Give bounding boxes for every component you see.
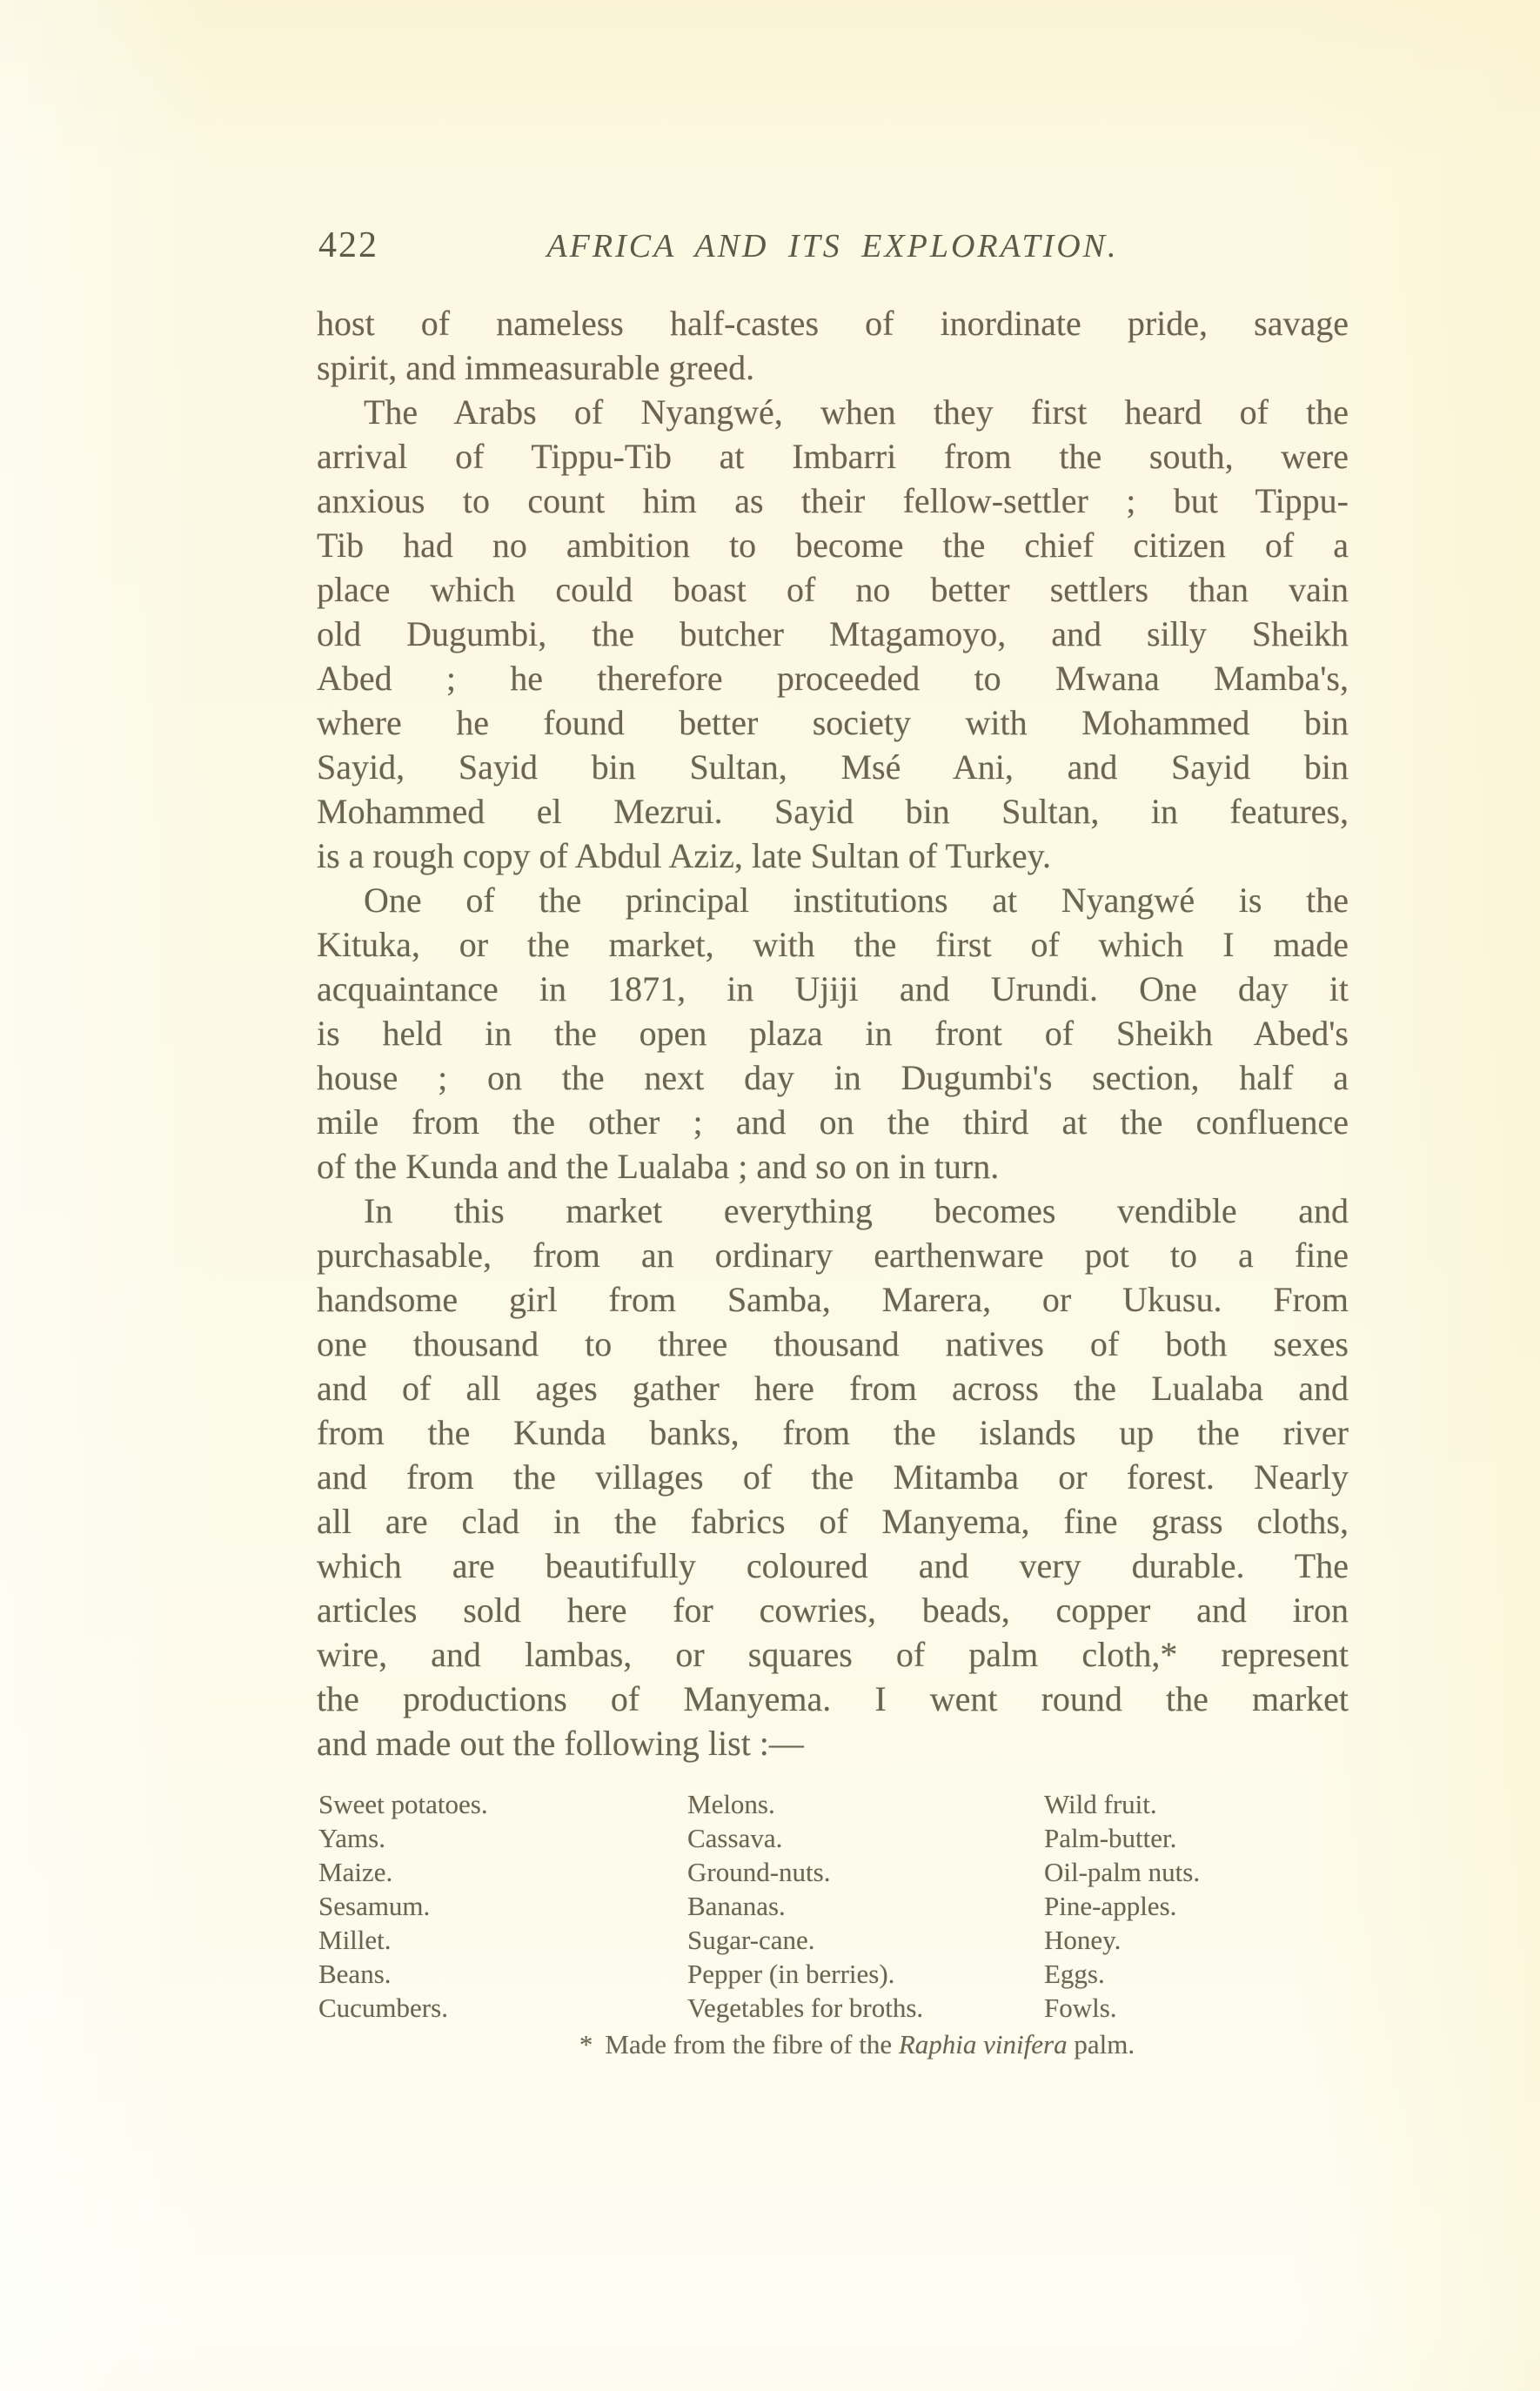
text-line: is a rough copy of Abdul Aziz, late Sultan of Turkey.	[317, 836, 1051, 875]
market-list-item: Vegetables for broths.	[687, 1992, 924, 2023]
market-list-item: Eggs.	[1044, 1959, 1105, 1989]
text-line: and made out the following list :—	[317, 1724, 804, 1763]
text-line: Abed ; he therefore proceeded to Mwana Mamba's,	[317, 659, 1349, 698]
text-line: of the Kunda and the Lualaba ; and so on in turn.	[317, 1147, 1000, 1186]
text-line: mile from the other ; and on the third at the confluence	[317, 1102, 1349, 1142]
page-number: 422	[318, 225, 378, 265]
text-line: and from the villages of the Mitamba or forest. Nearly	[317, 1457, 1349, 1497]
page-header	[317, 224, 1349, 270]
market-list-column	[1044, 1787, 1350, 2025]
footnote-marker: *	[579, 2029, 593, 2059]
market-list-item: Honey.	[1044, 1925, 1122, 1955]
market-list-item: Pine-apples.	[1044, 1891, 1177, 1921]
text-line: In this market everything becomes vendible and	[364, 1191, 1349, 1230]
market-list-item: Cucumbers.	[318, 1992, 448, 2023]
text-line: The Arabs of Nyangwé, when they first heard of the	[364, 392, 1349, 432]
text-line: from the Kunda banks, from the islands up the river	[317, 1413, 1349, 1452]
text-line: anxious to count him as their fellow-settler ; but Tippu-	[317, 481, 1349, 520]
text-line: all are clad in the fabrics of Manyema, fine grass cloths,	[317, 1502, 1349, 1541]
text-line: Mohammed el Mezrui. Sayid bin Sultan, in features,	[317, 792, 1349, 831]
body-text	[317, 301, 1349, 1765]
text-line: acquaintance in 1871, in Ujiji and Urundi. One day it	[317, 969, 1349, 1008]
text-line: Tib had no ambition to become the chief citizen of a	[317, 526, 1349, 565]
running-title: AFRICA AND ITS EXPLORATION.	[546, 228, 1119, 265]
market-list-item: Sugar-cane.	[687, 1925, 815, 1955]
text-line: handsome girl from Samba, Marera, or Ukusu. From	[317, 1280, 1349, 1319]
text-line: place which could boast of no better settlers than vain	[317, 570, 1349, 609]
text-line: house ; on the next day in Dugumbi's section, half a	[317, 1058, 1349, 1097]
market-list-item: Maize.	[318, 1857, 393, 1887]
text-line: Kituka, or the market, with the first of which I made	[317, 925, 1349, 964]
market-list-column	[318, 1787, 687, 2025]
footnote-text-after: palm.	[1067, 2029, 1135, 2059]
text-line: which are beautifully coloured and very durable. The	[317, 1546, 1349, 1585]
text-line: arrival of Tippu-Tib at Imbarri from the south, were	[317, 437, 1349, 476]
text-line: and of all ages gather here from across the Lualaba and	[317, 1369, 1349, 1408]
market-list-item: Beans.	[318, 1959, 392, 1989]
text-line: spirit, and immeasurable greed.	[317, 348, 755, 387]
text-line: the productions of Manyema. I went round the market	[317, 1679, 1349, 1718]
market-list-item: Millet.	[318, 1925, 392, 1955]
market-list-item: Palm-butter.	[1044, 1823, 1177, 1853]
text-line: where he found better society with Mohammed bin	[317, 703, 1349, 742]
text-line: wire, and lambas, or squares of palm cloth,* represent	[317, 1635, 1349, 1674]
market-list-item: Pepper (in berries).	[687, 1959, 895, 1989]
market-list-item: Bananas.	[687, 1891, 786, 1921]
text-line: One of the principal institutions at Nyangwé is the	[364, 881, 1349, 920]
text-line: articles sold here for cowries, beads, copper and iron	[317, 1591, 1349, 1630]
market-list-item: Oil-palm nuts.	[1044, 1857, 1201, 1887]
market-list-item: Wild fruit.	[1044, 1789, 1157, 1819]
market-list-item: Ground-nuts.	[687, 1857, 831, 1887]
market-list-item: Sesamum.	[318, 1891, 431, 1921]
text-line: is held in the open plaza in front of Sheikh Abed's	[317, 1014, 1349, 1053]
market-list-column	[687, 1787, 1044, 2025]
text-line: purchasable, from an ordinary earthenware pot to a fine	[317, 1236, 1349, 1275]
text-line: old Dugumbi, the butcher Mtagamoyo, and silly Sheikh	[317, 614, 1349, 653]
market-list-item: Sweet potatoes.	[318, 1789, 488, 1819]
market-list-item: Fowls.	[1044, 1992, 1117, 2023]
footnote-species-name: Raphia vinifera	[898, 2029, 1068, 2059]
market-list-item: Melons.	[687, 1789, 775, 1819]
market-list-item: Cassava.	[687, 1823, 783, 1853]
footnote	[341, 2029, 1373, 2060]
text-line: host of nameless half-castes of inordinate pride, savage	[317, 304, 1349, 343]
market-list	[318, 1787, 1350, 2025]
market-list-item: Yams.	[318, 1823, 385, 1853]
text-line: one thousand to three thousand natives of both sexes	[317, 1324, 1349, 1363]
footnote-text-before: Made from the fibre of the	[605, 2029, 899, 2059]
text-line: Sayid, Sayid bin Sultan, Msé Ani, and Sayid bin	[317, 747, 1349, 787]
